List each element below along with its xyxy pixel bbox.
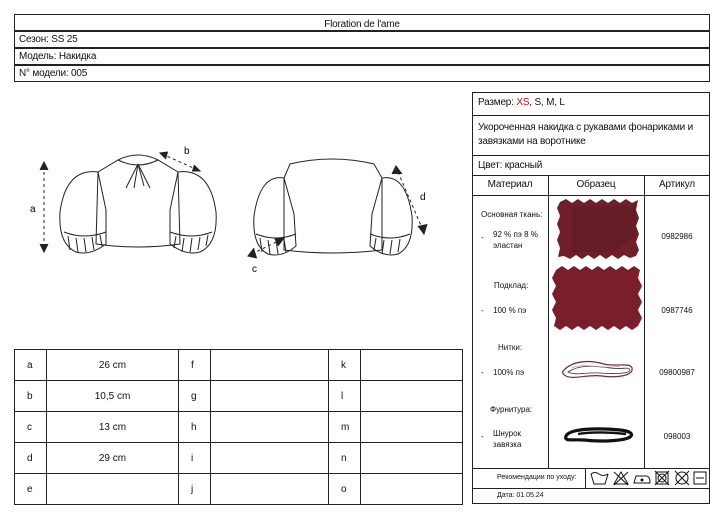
care-label: Рекомендации по уходу:: [497, 474, 577, 481]
measurement-row: [15, 443, 463, 474]
measurement-value: [211, 350, 329, 381]
size-selected: XS: [516, 97, 530, 108]
measurement-key: m: [329, 412, 361, 443]
fabric-swatch-main: [552, 196, 642, 262]
size-row: [478, 97, 565, 108]
flat-dry-icon: [694, 472, 706, 484]
measurement-value: 29 cm: [47, 443, 179, 474]
label-a: a: [30, 204, 36, 215]
measurement-value: [211, 443, 329, 474]
description: Укороченная накидка с рукавами фонариками и завязками на воротнике: [478, 122, 694, 147]
measurement-value: [361, 474, 463, 505]
label-d: d: [420, 192, 426, 203]
material-article: 098003: [663, 432, 691, 441]
measurement-row: [15, 381, 463, 412]
measurement-key: l: [329, 381, 361, 412]
label-b: b: [184, 146, 190, 157]
measurements-table: [14, 349, 463, 505]
measurement-value: [361, 350, 463, 381]
material-article: 0982986: [661, 232, 693, 241]
color-row: Цвет: красный: [478, 160, 543, 171]
measurement-key: b: [15, 381, 47, 412]
measurement-value: 13 cm: [47, 412, 179, 443]
size-rest: , S, M, L: [529, 97, 565, 108]
cord-sample: [560, 424, 636, 448]
measurement-key: a: [15, 350, 47, 381]
material-title: Подклад:: [494, 281, 529, 290]
measurement-key: i: [179, 443, 211, 474]
no-tumble-dry-icon: [655, 471, 669, 485]
season-row: Сезон: SS 25: [14, 31, 710, 48]
measurement-key: j: [179, 474, 211, 505]
material-bullet: -: [481, 432, 484, 441]
measurement-row: [15, 350, 463, 381]
material-bullet: -: [481, 233, 484, 242]
measurement-row: [15, 412, 463, 443]
material-title: Фурнитура:: [490, 405, 533, 414]
model-number-row: N° модели: 005: [14, 65, 710, 82]
no-bleach-icon: [614, 472, 628, 485]
date-label: Дата: 01.05.24: [497, 492, 544, 499]
measurement-value: [361, 412, 463, 443]
material-bullet: -: [481, 306, 484, 315]
material-detail: Шнурок завязка: [493, 429, 522, 449]
measurement-key: c: [15, 412, 47, 443]
wash-icon: [591, 473, 608, 485]
measurement-key: e: [15, 474, 47, 505]
measurement-key: g: [179, 381, 211, 412]
title-bar: [14, 14, 710, 31]
col-material: Материал: [487, 179, 533, 190]
material-title: Основная ткань:: [481, 210, 543, 219]
measurement-value: [211, 412, 329, 443]
thread-sample: [560, 354, 636, 384]
back-sketch: [240, 150, 450, 280]
measurement-value: 26 cm: [47, 350, 179, 381]
measurement-value: [361, 443, 463, 474]
dry-clean-icon: [675, 471, 689, 485]
measurement-value: [47, 474, 179, 505]
material-detail: 100% пэ: [493, 368, 525, 377]
measurement-row: [15, 474, 463, 505]
measurement-key: n: [329, 443, 361, 474]
measurement-value: [361, 381, 463, 412]
material-detail: 92 % пэ 8 % эластан: [493, 230, 538, 250]
measurement-key: h: [179, 412, 211, 443]
material-article: 09800987: [659, 368, 695, 377]
measurement-key: f: [179, 350, 211, 381]
model-row: Модель: Накидка: [14, 48, 710, 65]
material-article: 0987746: [661, 306, 693, 315]
material-detail: 100 % пэ: [493, 306, 527, 315]
front-sketch: [30, 140, 240, 270]
care-icons: [588, 468, 708, 488]
iron-icon: [634, 476, 650, 483]
measurement-value: [211, 381, 329, 412]
measurement-key: o: [329, 474, 361, 505]
col-article: Артикул: [659, 179, 695, 190]
material-bullet: -: [481, 368, 484, 377]
brand-title: Floration de l'ame: [324, 19, 400, 30]
measurement-key: d: [15, 443, 47, 474]
size-label: Размер:: [478, 97, 514, 108]
material-title: Нитки:: [498, 343, 523, 352]
label-c: c: [252, 264, 257, 275]
measurement-value: [211, 474, 329, 505]
fabric-swatch-lining: [550, 264, 644, 332]
measurement-key: k: [329, 350, 361, 381]
col-sample: Образец: [576, 179, 616, 190]
measurement-value: 10,5 cm: [47, 381, 179, 412]
